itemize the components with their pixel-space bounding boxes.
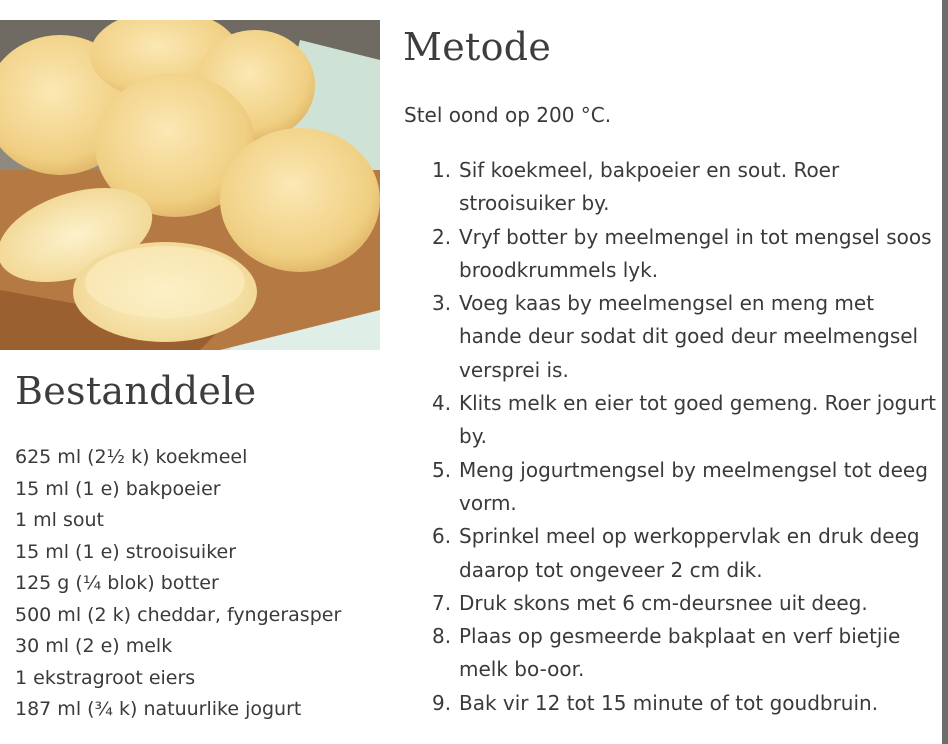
page-edge-border	[942, 0, 948, 744]
ingredient-item: 500 ml (2 k) cheddar, fyngerasper	[15, 603, 342, 626]
ingredient-item: 15 ml (1 e) strooisuiker	[15, 540, 237, 563]
ingredients-list	[15, 442, 341, 726]
step-text: Klits melk en eier tot goed gemeng. Roer jogurt by.	[459, 391, 937, 449]
step-number: 2.	[432, 224, 452, 249]
step-text: Plaas op gesmeerde bakplaat en verf bietjie melk bo-oor.	[459, 624, 901, 682]
scones-photo	[0, 20, 380, 350]
step-item	[432, 620, 942, 687]
scones-illustration	[0, 20, 380, 350]
step-item	[432, 687, 942, 720]
ingredient-item: 30 ml (2 e) melk	[15, 635, 173, 657]
step-number: 8.	[432, 624, 452, 649]
step-text: Sif koekmeel, bakpoeier en sout. Roer strooisuiker by.	[459, 158, 840, 216]
step-item	[432, 587, 942, 620]
step-item	[432, 387, 942, 454]
step-text: Vryf botter by meelmengel in tot mengsel soos broodkrummels lyk.	[459, 224, 932, 282]
step-item	[432, 287, 942, 387]
method-steps	[432, 154, 942, 720]
step-number: 1.	[432, 158, 452, 182]
ingredient-item: 187 ml (¾ k) natuurlike jogurt	[15, 698, 302, 720]
step-text: Sprinkel meel op werkoppervlak en druk deeg daarop tot ongeveer 2 cm dik.	[459, 524, 920, 582]
step-number: 9.	[432, 690, 452, 715]
step-number: 6.	[432, 524, 452, 549]
step-item	[432, 221, 942, 288]
ingredients-heading: Bestanddele	[15, 369, 257, 413]
step-text: Meng jogurtmengsel by meelmengsel tot deeg vorm.	[459, 457, 928, 515]
step-item	[432, 454, 942, 521]
ingredient-item: 15 ml (1 e) bakpoeier	[15, 477, 221, 500]
step-number: 7.	[432, 590, 452, 615]
step-item	[432, 154, 942, 221]
ingredient-item: 125 g (¼ blok) botter	[15, 572, 219, 594]
ingredient-item: 625 ml (2½ k) koekmeel	[15, 446, 248, 468]
method-heading: Metode	[403, 25, 552, 69]
step-text: Druk skons met 6 cm-deursnee uit deeg.	[459, 590, 868, 615]
ingredient-item: 1 ml sout	[15, 509, 104, 531]
step-text: Voeg kaas by meelmengsel en meng met hande deur sodat dit goed deur meelmengsel versprei is.	[459, 291, 919, 382]
step-item	[432, 520, 942, 587]
step-text: Bak vir 12 tot 15 minute of tot goudbruin.	[459, 690, 879, 715]
step-number: 4.	[432, 391, 452, 416]
step-number: 5.	[432, 457, 452, 482]
step-number: 3.	[432, 291, 452, 316]
oven-instruction: Stel oond op 200 °C.	[404, 103, 612, 127]
ingredient-item: 1 ekstragroot eiers	[15, 666, 196, 689]
